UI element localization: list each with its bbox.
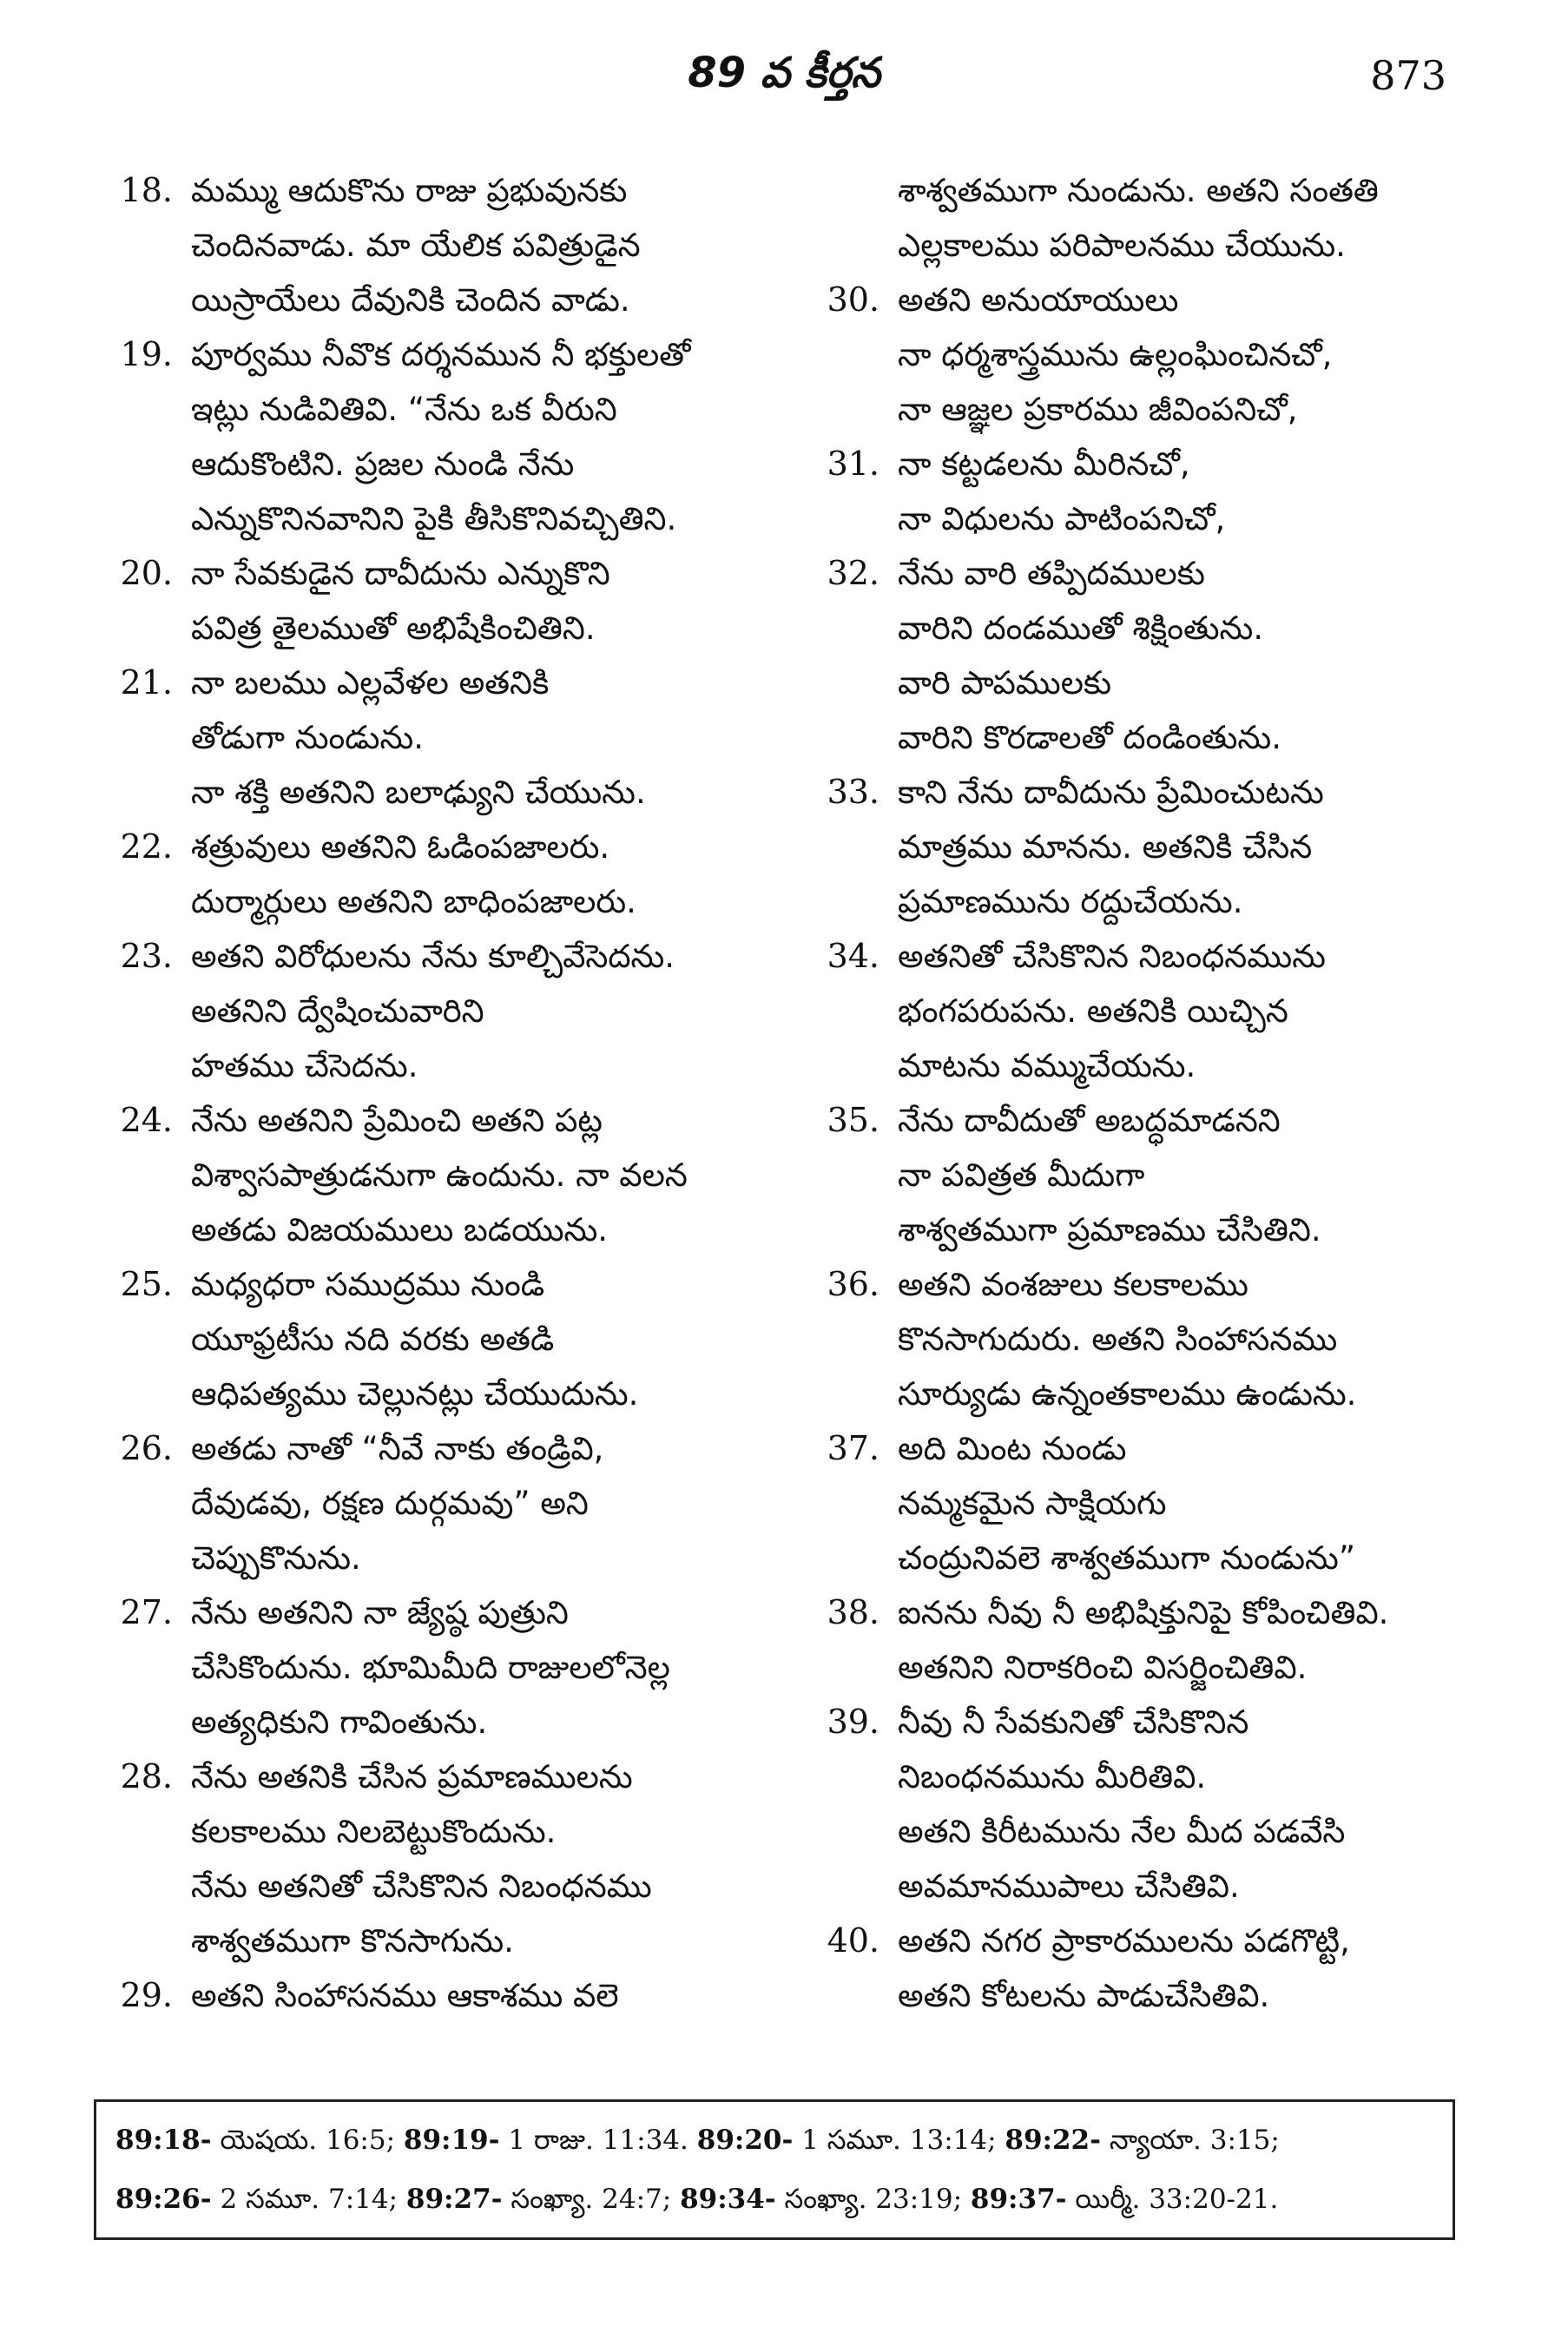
- verse-line: [90, 1695, 776, 1749]
- verse-line: [797, 1421, 1483, 1476]
- verse-text: అతనిని ద్వేషించువారిని: [191, 992, 484, 1030]
- verse-text: హతము చేసెదను.: [191, 1047, 418, 1084]
- verse-line: [797, 1695, 1483, 1749]
- verse-line: [90, 1093, 776, 1148]
- verse-line: [90, 1257, 776, 1312]
- verse-text: అవమానముపాలు చేసితివి.: [898, 1868, 1240, 1905]
- verse-line: [797, 710, 1483, 765]
- verse-text: నా కట్టడలను మీరినచో,: [898, 445, 1190, 483]
- verse-line: [797, 765, 1483, 820]
- verse-text: చేసికొందును. భూమిమీది రాజులలోనెల్ల: [191, 1649, 670, 1686]
- verse-line: [797, 929, 1483, 984]
- verse-text: అతని విరోధులను నేను కూల్చివేసెదను.: [191, 938, 675, 975]
- verse-line: [90, 1968, 776, 2023]
- reference-line: [115, 2111, 1433, 2170]
- verse-line: [90, 1804, 776, 1859]
- verse-line: [797, 273, 1483, 327]
- verse-text: కొనసాగుదురు. అతని సింహాసనము: [898, 1321, 1338, 1358]
- verse-text: మధ్యధరా సముద్రము నుండి: [191, 1266, 545, 1303]
- verse-line: [90, 765, 776, 820]
- reference-citation: 1 సమూ. 13:14;: [793, 2125, 1005, 2156]
- verse-text: దుర్మార్గులు అతనిని బాధింపజాలరు.: [191, 883, 636, 920]
- verse-text: మాటను వమ్ముచేయను.: [898, 1047, 1196, 1084]
- verse-number: 29.: [120, 1976, 173, 2014]
- verse-text: ప్రమాణమును రద్దుచేయను.: [898, 883, 1243, 920]
- verse-text: శాశ్వతముగా కొనసాగును.: [191, 1922, 514, 1960]
- verse-number: 32.: [827, 554, 880, 592]
- verse-text: ఎన్నుకొనినవానిని పైకి తీసికొనివచ్చితిని.: [191, 500, 677, 537]
- page-title: 89 వ కీర్తన: [688, 49, 880, 97]
- verse-line: [90, 710, 776, 765]
- verse-line: [797, 382, 1483, 437]
- verse-line: [90, 984, 776, 1038]
- verse-line: [90, 1531, 776, 1585]
- verse-text: అతని కిరీటమును నేల మీద పడవేసి: [898, 1813, 1346, 1850]
- reference-citation: యిర్మీ. 33:20-21.: [1066, 2184, 1279, 2215]
- verse-text: ఇట్లు నుడివితివి. “నేను ఒక వీరుని: [191, 391, 617, 428]
- verse-text: నా సేవకుడైన దావీదును ఎన్నుకొని: [191, 555, 610, 592]
- verse-number: 36.: [827, 1265, 880, 1303]
- verse-line: [90, 929, 776, 984]
- verse-line: [797, 874, 1483, 929]
- verse-text: అతని సింహాసనము ఆకాశము వలె: [191, 1977, 619, 2014]
- verse-text: అతని వంశజులు కలకాలము: [898, 1266, 1248, 1303]
- verse-line: [797, 1749, 1483, 1804]
- verse-text: చెప్పుకొనును.: [191, 1539, 361, 1577]
- verse-text: చెందినవాడు. మా యేలిక పవిత్రుడైన: [191, 227, 641, 264]
- verse-line: [90, 1202, 776, 1257]
- reference-key: 89:19-: [403, 2125, 500, 2156]
- verse-line: [797, 1476, 1483, 1531]
- left-column: [90, 163, 776, 2023]
- verse-text: సూర్యుడు ఉన్నంతకాలము ఉండును.: [898, 1375, 1357, 1413]
- verse-line: [90, 382, 776, 437]
- verse-number: 34.: [827, 937, 880, 975]
- verse-line: [797, 491, 1483, 546]
- verse-number: 25.: [120, 1265, 173, 1303]
- verse-line: [797, 163, 1483, 218]
- verse-line: [90, 820, 776, 874]
- verse-text: శాశ్వతముగా నుండును. అతని సంతతి: [898, 172, 1379, 209]
- verse-text: నా ఆజ్ఞల ప్రకారము జీవింపనిచో,: [898, 391, 1298, 428]
- verse-line: [90, 601, 776, 656]
- verse-line: [90, 1367, 776, 1421]
- verse-text: శత్రువులు అతనిని ఓడింపజాలరు.: [191, 828, 610, 866]
- verse-line: [797, 1038, 1483, 1093]
- verse-text: విశ్వాసపాత్రుడనుగా ఉందును. నా వలన: [191, 1156, 688, 1194]
- verse-line: [90, 546, 776, 601]
- verse-line: [90, 1476, 776, 1531]
- verse-text: మమ్ము ఆదుకొను రాజు ప్రభువునకు: [191, 172, 628, 209]
- verse-line: [797, 546, 1483, 601]
- reference-citation: యెషయ. 16:5;: [211, 2125, 404, 2156]
- verse-text: నేను అతనిని నా జ్యేష్ఠ పుత్రుని: [191, 1594, 569, 1631]
- verse-text: నమ్మకమైన సాక్షియగు: [898, 1485, 1167, 1522]
- verse-text: నేను అతనికి చేసిన ప్రమాణములను: [191, 1758, 633, 1795]
- verse-text: వారిని దండముతో శిక్షింతును.: [898, 609, 1264, 647]
- verse-line: [90, 1148, 776, 1202]
- verse-text: అది మింట నుండు: [898, 1430, 1127, 1467]
- verse-number: 19.: [120, 335, 173, 373]
- verse-line: [797, 1640, 1483, 1695]
- reference-citation: సంఖ్యా. 24:7;: [502, 2184, 681, 2215]
- verse-number: 18.: [120, 171, 173, 209]
- verse-text: యూఫ్రటీసు నది వరకు అతడి: [191, 1321, 555, 1358]
- verse-line: [797, 1968, 1483, 2023]
- verse-line: [797, 327, 1483, 382]
- verse-line: [90, 163, 776, 218]
- verse-text: తోడుగా నుండును.: [191, 719, 424, 756]
- verse-text: అత్యధికుని గావింతును.: [191, 1703, 488, 1741]
- verse-text: అతనితో చేసికొనిన నిబంధనమును: [898, 938, 1326, 975]
- verse-line: [90, 656, 776, 710]
- verse-number: 20.: [120, 554, 173, 592]
- verse-text: పూర్వము నీవొక దర్శనమున నీ భక్తులతో: [191, 336, 691, 373]
- verse-text: అతడు విజయములు బడయును.: [191, 1211, 609, 1248]
- verse-text: మాత్రము మానను. అతనికి చేసిన: [898, 828, 1313, 866]
- verse-text: నేను వారి తప్పిదములకు: [898, 555, 1205, 592]
- verse-text: కలకాలము నిలబెట్టుకొందును.: [191, 1813, 557, 1850]
- verse-line: [90, 218, 776, 273]
- verse-text: అతని కోటలను పాడుచేసితివి.: [898, 1977, 1270, 2014]
- verse-line: [90, 491, 776, 546]
- verse-text: నా విధులను పాటింపనిచో,: [898, 500, 1226, 537]
- verse-text: అతని నగర ప్రాకారములను పడగొట్టి,: [898, 1922, 1350, 1960]
- verse-text: దేవుడవు, రక్షణ దుర్గమవు” అని: [191, 1485, 589, 1522]
- verse-text: కాని నేను దావీదును ప్రేమించుటను: [898, 774, 1324, 811]
- reference-key: 89:27-: [405, 2184, 503, 2215]
- verse-number: 22.: [120, 827, 173, 866]
- verse-line: [797, 1531, 1483, 1585]
- verse-line: [797, 1914, 1483, 1968]
- verse-text: ఎల్లకాలము పరిపాలనము చేయును.: [898, 227, 1346, 264]
- verse-text: వారి పాపములకు: [898, 664, 1112, 702]
- verse-line: [90, 1640, 776, 1695]
- verse-number: 24.: [120, 1101, 173, 1139]
- verse-line: [90, 1585, 776, 1640]
- page-number: 873: [1370, 52, 1446, 99]
- verse-line: [90, 437, 776, 491]
- verse-number: 26.: [120, 1429, 173, 1467]
- verse-line: [797, 437, 1483, 491]
- verse-text: ఐనను నీవు నీ అభిషిక్తునిపై కోపించితివి.: [898, 1594, 1389, 1631]
- verse-number: 31.: [827, 445, 880, 483]
- verse-text: ఆధిపత్యము చెల్లునట్లు చేయుదును.: [191, 1375, 639, 1413]
- verse-text: నా పవిత్రత మీదుగా: [898, 1156, 1145, 1194]
- cross-references-box: [94, 2099, 1455, 2240]
- verse-text: నిబంధనమును మీరితివి.: [898, 1758, 1207, 1795]
- verse-line: [797, 984, 1483, 1038]
- verse-line: [797, 1202, 1483, 1257]
- verse-line: [797, 1804, 1483, 1859]
- page-header: [0, 49, 1568, 118]
- reference-key: 89:34-: [680, 2184, 776, 2215]
- reference-citation: న్యాయా. 3:15;: [1100, 2125, 1280, 2156]
- verse-text: పవిత్ర తైలముతో అభిషేకించితిని.: [191, 609, 596, 647]
- verse-line: [797, 1093, 1483, 1148]
- verse-line: [90, 1421, 776, 1476]
- right-column: [797, 163, 1483, 2023]
- verse-number: 28.: [120, 1757, 173, 1795]
- verse-number: 33.: [827, 773, 880, 811]
- reference-line: [115, 2170, 1433, 2229]
- verse-number: 23.: [120, 937, 173, 975]
- verse-line: [90, 1859, 776, 1914]
- reference-citation: సంఖ్యా. 23:19;: [775, 2184, 971, 2215]
- verse-line: [797, 1585, 1483, 1640]
- verse-line: [797, 218, 1483, 273]
- verse-text: అతడు నాతో “నీవే నాకు తండ్రివి,: [191, 1430, 604, 1467]
- verse-line: [797, 1859, 1483, 1914]
- verse-line: [90, 874, 776, 929]
- verse-number: 35.: [827, 1101, 880, 1139]
- verse-text: నేను అతనిని ప్రేమించి అతని పట్ల: [191, 1102, 603, 1139]
- reference-key: 89:37-: [970, 2184, 1067, 2215]
- verse-text: వారిని కొరడాలతో దండింతును.: [898, 719, 1281, 756]
- verse-line: [90, 273, 776, 327]
- verse-line: [90, 1749, 776, 1804]
- verse-number: 39.: [827, 1703, 880, 1741]
- verse-text: నేను దావీదుతో అబద్ధమాడనని: [898, 1102, 1281, 1139]
- verse-text: యిస్రాయేలు దేవునికి చెందిన వాడు.: [191, 281, 630, 319]
- verse-text: అతనిని నిరాకరించి విసర్జించితివి.: [898, 1649, 1308, 1686]
- reference-key: 89:22-: [1005, 2125, 1101, 2156]
- reference-key: 89:18-: [115, 2125, 212, 2156]
- verse-line: [90, 1914, 776, 1968]
- verse-line: [797, 1312, 1483, 1367]
- verse-line: [90, 1038, 776, 1093]
- verse-text: నా బలము ఎల్లవేళల అతనికి: [191, 664, 550, 702]
- verse-number: 27.: [120, 1593, 173, 1631]
- verse-text: చంద్రునివలె శాశ్వతముగా నుండును”: [898, 1539, 1355, 1577]
- verse-line: [797, 601, 1483, 656]
- verse-text: శాశ్వతముగా ప్రమాణము చేసితిని.: [898, 1211, 1321, 1248]
- verse-line: [797, 1257, 1483, 1312]
- verse-number: 37.: [827, 1429, 880, 1467]
- verse-line: [797, 820, 1483, 874]
- verse-text: నా ధర్మశాస్త్రమును ఉల్లంఘించినచో,: [898, 336, 1333, 373]
- verse-line: [797, 656, 1483, 710]
- verse-line: [797, 1367, 1483, 1421]
- verse-text: నీవు నీ సేవకునితో చేసికొనిన: [898, 1703, 1249, 1741]
- verse-text: అతని అనుయాయులు: [898, 281, 1179, 319]
- verse-line: [90, 327, 776, 382]
- verse-line: [797, 1148, 1483, 1202]
- verse-line: [90, 1312, 776, 1367]
- verse-number: 21.: [120, 663, 173, 702]
- reference-citation: 2 సమూ. 7:14;: [211, 2184, 406, 2215]
- reference-key: 89:20-: [696, 2125, 794, 2156]
- verse-text: ఆదుకొంటిని. ప్రజల నుండి నేను: [191, 445, 575, 483]
- verse-number: 40.: [827, 1921, 880, 1960]
- reference-citation: 1 రాజు. 11:34.: [499, 2125, 697, 2156]
- verse-number: 30.: [827, 280, 880, 319]
- verse-text: నా శక్తి అతనిని బలాఢ్యుని చేయును.: [191, 774, 646, 811]
- verse-text: భంగపరుపను. అతనికి యిచ్చిన: [898, 992, 1288, 1030]
- verse-number: 38.: [827, 1593, 880, 1631]
- verse-text: నేను అతనితో చేసికొనిన నిబంధనము: [191, 1868, 652, 1905]
- reference-key: 89:26-: [115, 2184, 212, 2215]
